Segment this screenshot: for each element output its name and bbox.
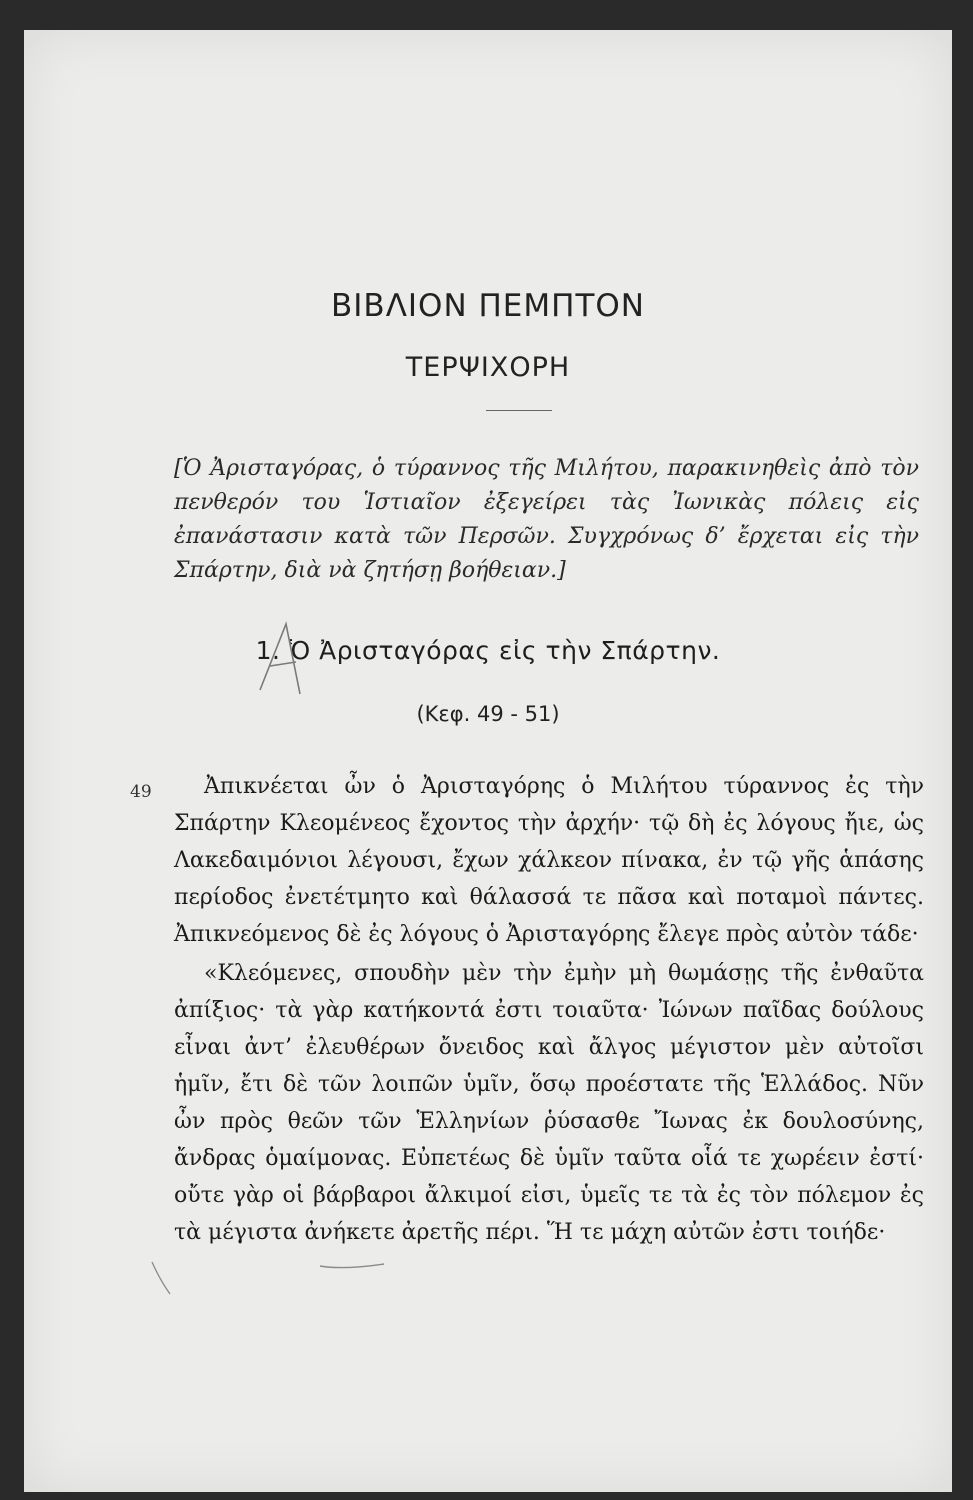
title-divider bbox=[486, 410, 552, 411]
pencil-margin-mark bbox=[152, 1262, 170, 1294]
book-subtitle: ΤΕΡΨΙΧΟΡΗ bbox=[405, 352, 571, 383]
paragraph: Ἀπικνέεται ὦν ὁ Ἀρισταγόρης ὁ Μιλήτου τύραννος ἐς τὴν Σπάρτην Κλεομένεος ἔχοντος τὴν ἀρχήν· τῷ δὴ ἐς λόγους ἤιε, ὡς Λακεδαιμόνιοι λέγουσι, ἔχων χάλκεον πίνακα, ἐν τῷ γῆς ἁπάσης περίοδος ἐνετέτμητο καὶ θάλασσά τε πᾶσα καὶ ποταμοὶ πάντες. Ἀπικνεόμενος δὲ ἐς λόγους ὁ Ἀρισταγόρης ἔλεγε πρὸς αὐτὸν τάδε· bbox=[174, 774, 924, 947]
pencil-marks bbox=[24, 30, 952, 1492]
paragraph: «Κλεόμενες, σπουδὴν μὲν τὴν ἐμὴν μὴ θωμάσῃς τῆς ἐνθαῦτα ἀπίξιος· τὰ γὰρ κατήκοντά ἐστι τοιαῦτα· Ἰώνων παῖδας δούλους εἶναι ἀντ’ ἐλευθέρων ὄνειδος καὶ ἄλγος μέγιστον μὲν αὐτοῖσι ἡμῖν, ἔτι δὲ τῶν λοιπῶν ὑμῖν, ὅσῳ προέστατε τῆς Ἑλλάδος. Νῦν ὦν πρὸς θεῶν τῶν Ἑλληνίων ῥύσασθε Ἴωνας ἐκ δουλοσύνης, ἄνδρας ὁμαίμονας. Εὐπετέως δὲ ὑμῖν ταῦτα οἷά τε χωρέειν ἐστί· οὔτε γὰρ οἱ βάρβαροι ἄλκιμοί εἰσι, ὑμεῖς τε τὰ ἐς τὸν πόλεμον ἐς τὰ μέγιστα ἀνήκετε ἀρετῆς πέρι. Ἥ τε μάχη αὐτῶν ἐστι τοιήδε· bbox=[174, 961, 924, 1245]
chapter-reference: (Κεφ. 49 - 51) bbox=[416, 702, 560, 726]
book-page bbox=[24, 30, 952, 1492]
book-title: ΒΙΒΛΙΟΝ ΠΕΜΠΤΟΝ bbox=[331, 288, 645, 324]
section-heading: 1. Ὁ Ἀρισταγόρας εἰς τὴν Σπάρτην. bbox=[255, 636, 721, 665]
chapter-summary: [Ὁ Ἀρισταγόρας, ὁ τύραννος τῆς Μιλήτου, παρακινηθεὶς ἀπὸ τὸν πενθερόν του Ἱστιαῖον ἐξεγείρει τὰς Ἰωνικὰς πόλεις εἰς ἐπανάστασιν κατὰ τῶν Περσῶν. Συγχρόνως δ’ ἔρχεται εἰς τὴν Σπάρτην, διὰ νὰ ζητήσῃ βοήθειαν.] bbox=[174, 456, 919, 583]
margin-chapter-number: 49 bbox=[130, 782, 152, 802]
main-text bbox=[174, 768, 924, 1251]
pencil-underline-mark bbox=[320, 1264, 384, 1268]
